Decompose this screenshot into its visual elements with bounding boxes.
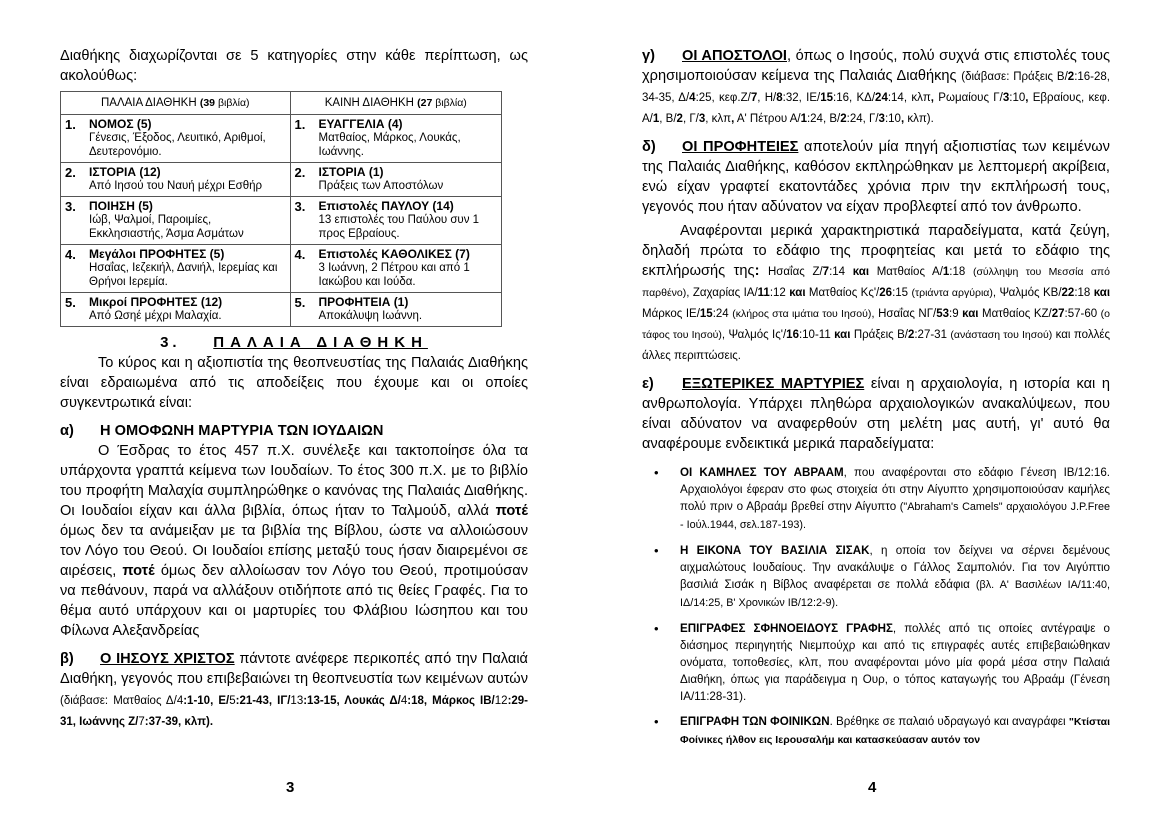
ref-part: :10	[884, 113, 901, 125]
section-e-letter: ε)	[642, 376, 654, 392]
section-d-title: ΟΙ ΠΡΟΦΗΤΕΙΕΣ	[682, 139, 799, 155]
nt-category-books: 13 επιστολές του Παύλου συν 1 προς Εβραίους.	[318, 214, 480, 240]
ot-cell-content	[65, 295, 286, 323]
ref-part: 1	[942, 266, 950, 278]
nt-category-title: Επιστολές ΠΑΥΛΟΥ (14)	[318, 199, 454, 213]
refs-intro: (διάβασε: Ματθαίος Δ/	[60, 695, 177, 707]
section-e-title: ΕΞΩΤΕΡΙΚΕΣ ΜΑΡΤΥΡΙΕΣ	[682, 376, 865, 392]
ot-category-title: ΝΟΜΟΣ (5)	[89, 117, 152, 131]
nt-cell	[290, 197, 502, 245]
ot-category-title: ΠΟΙΗΣΗ (5)	[89, 199, 153, 213]
ref-part: (διάβασε: Πράξεις Β/	[961, 71, 1068, 83]
ref-part: , Ησαΐας ΝΓ/	[871, 308, 937, 320]
examples-colon: :	[754, 263, 760, 279]
ref-part: 24	[875, 92, 888, 104]
emphasis-pote-2: ποτέ	[122, 563, 155, 579]
bullet-icon: •	[654, 465, 659, 480]
ref-part: ,	[1025, 92, 1029, 104]
section-b-title: Ο ΙΗΣΟΥΣ ΧΡΙΣΤΟΣ	[100, 651, 235, 667]
ot-cell	[61, 293, 291, 327]
nt-cell	[290, 245, 502, 293]
ref-part: 12	[494, 695, 508, 707]
evidence-note: ("Abraham's Camels" αρχαιολόγου J.P.Free - Ιούλ.1944, σελ.187-193).	[680, 501, 1110, 531]
ref-part: :10-11	[798, 329, 835, 341]
ref-part: , Ψαλμός Ις'/	[721, 329, 787, 341]
ref-part: ,	[930, 92, 934, 104]
ref-part: και	[962, 308, 979, 320]
ot-cell	[61, 197, 291, 245]
evidence-text: . Βρέθηκε σε παλαιό υδραγωγό και αναγράφει	[829, 715, 1069, 728]
ref-part: Εβραίους, κεφ. Α/	[642, 92, 1111, 125]
ref-part: Πράξεις Β/	[850, 329, 908, 341]
ref-part: :21-43, ΙΓ/	[235, 695, 291, 707]
ref-part: Ματθαίος Α/	[869, 266, 943, 278]
ref-part: 15	[699, 308, 713, 320]
evidence-list	[642, 464, 1110, 749]
ref-part: 15	[820, 92, 833, 104]
ref-part: , κλπ	[705, 113, 732, 125]
ref-part: 2	[676, 113, 683, 125]
table-row	[61, 197, 502, 245]
ref-part: (κλήρος στα ιμάτια του Ιησού)	[732, 308, 872, 320]
ot-header	[61, 92, 291, 115]
ref-part: Ησαΐας Ζ/	[767, 266, 823, 278]
nt-cell-content	[295, 117, 498, 159]
table-row	[61, 163, 502, 197]
ref-part: Ματθαίος Κς'/	[805, 287, 880, 299]
nt-category-books: Πράξεις των Αποστόλων	[318, 180, 444, 192]
ref-part: :10	[1009, 92, 1026, 104]
ref-part: :32, ΙΕ/	[782, 92, 821, 104]
ref-part: :27-31	[914, 329, 951, 341]
ref-part: 3	[878, 113, 885, 125]
ref-part: και	[789, 287, 806, 299]
nt-category	[319, 165, 444, 193]
emphasis-pote-1: ποτέ	[495, 503, 528, 519]
page-number-right: 4	[868, 779, 877, 796]
ref-part: :13-15, Λουκάς Δ/	[303, 695, 401, 707]
ref-part: :18, Μάρκος ΙΒ/	[407, 695, 495, 707]
ot-category	[89, 165, 262, 193]
ot-category-books: Ιώβ, Ψαλμοί, Παροιμίες, Εκκλησιαστής, Άσμα Ασμάτων	[89, 214, 244, 240]
section-d-body: αποτελούν μία πηγή αξιοπιστίας των κειμένων της Παλαιάς Διαθήκης, καθόσον εκπληρώθηκαν με λεπτομερή ακρίβεια, ενώ είχαν γραφτεί εκατοντάδες χρόνια πριν την εκπλήρωσή τους, γεγονός που ήταν αδύνατον να είχαν προβλεφτεί από τον άνθρωπο.	[642, 139, 1110, 215]
table-row	[61, 245, 502, 293]
canon-table	[60, 91, 502, 327]
ref-part: 7	[750, 92, 758, 104]
ref-part: 1	[652, 113, 660, 125]
evidence-title: ΕΠΙΓΡΑΦΕΣ ΣΦΗΝΟΕΙΔΟΥΣ ΓΡΑΦΗΣ	[680, 622, 893, 635]
ref-part: 11	[757, 287, 770, 299]
ref-part: :25, κεφ.Ζ/	[695, 92, 751, 104]
ref-part: 1	[800, 113, 807, 125]
ref-part: :18	[1074, 287, 1094, 299]
section-c-body: , όπως ο Ιησούς, πολύ συχνά στις επιστολές τους χρησιμοποιούσαν κείμενα της Παλαιάς Διαθήκης	[642, 48, 1110, 84]
ot-category-title: Μικροί ΠΡΟΦΗΤΕΣ (12)	[89, 295, 223, 309]
intro-paragraph: Διαθήκης διαχωρίζονται σε 5 κατηγορίες στην κάθε περίπτωση, ως ακολούθως:	[60, 48, 528, 84]
nt-cell	[290, 293, 502, 327]
nt-category-title: ΕΥΑΓΓΕΛΙΑ (4)	[318, 117, 403, 131]
ot-category-title: Μεγάλοι ΠΡΟΦΗΤΕΣ (5)	[89, 247, 225, 261]
nt-category-number: 3.	[294, 199, 306, 214]
evidence-item	[642, 542, 1110, 612]
evidence-title: ΕΠΙΓΡΑΦΗ ΤΩΝ ΦΟΙΝΙΚΩΝ	[680, 715, 830, 728]
page-left	[60, 0, 528, 827]
ref-part: , Ψαλμός ΚΒ/	[992, 287, 1062, 299]
ref-part: 3	[1002, 92, 1010, 104]
section-e-text	[642, 374, 1110, 454]
ref-part: 53	[936, 308, 950, 320]
section-a-letter: α)	[60, 423, 74, 439]
ref-part: 7	[138, 716, 145, 728]
ref-part: Α' Πέτρου Α/	[734, 113, 801, 125]
ref-part: :24, Β/	[806, 113, 841, 125]
section-d-text	[642, 137, 1110, 217]
evidence-item	[642, 464, 1110, 534]
ot-category-title: ΙΣΤΟΡΙΑ (12)	[89, 165, 161, 179]
ref-part: 2	[840, 113, 847, 125]
nt-category-title: Επιστολές ΚΑΘΟΛΙΚΕΣ (7)	[318, 247, 470, 261]
section-a-text-1: Ο Έσδρας το έτος 457 π.Χ. συνέλεξε και τακτοποίησε όλα τα υπάρχοντα γραπτά κείμενα των Ιουδαίων. Το έτος 300 π.Χ. με το βιβλίο του προφήτη Μαλαχία συμπληρώθηκε ο κανόνας της Παλαιάς Διαθήκης. Οι Ιουδαίοι είχαν και άλλα βιβλία, όπως ήταν το Ταλμούδ, αλλά	[60, 443, 528, 519]
nt-category-books: Αποκάλυψη Ιωάννη.	[318, 310, 423, 322]
ref-part: :9	[949, 308, 963, 320]
ref-part: 4	[176, 695, 184, 707]
evidence-title: ΟΙ ΚΑΜΗΛΕΣ ΤΟΥ ΑΒΡΑΑΜ	[680, 466, 844, 479]
section-d-examples	[642, 221, 1110, 366]
ot-cell-content	[65, 199, 286, 241]
section-3-title	[60, 334, 528, 351]
table-row	[61, 115, 502, 163]
section-3-number: 3.	[160, 334, 181, 351]
ref-part: :14	[829, 266, 853, 278]
ref-part: κλπ).	[904, 113, 934, 125]
ot-category	[89, 199, 286, 241]
ref-part: :57-60	[1064, 308, 1101, 320]
section-c-text	[642, 46, 1110, 129]
ot-header-label: ΠΑΛΑΙΑ ΔΙΑΘΗΚΗ	[100, 97, 197, 109]
section-3-intro: Το κύρος και η αξιοπιστία της θεοπνευστίας της Παλαιάς Διαθήκης είναι εδραιωμένα από τις αποδείξεις που έχουμε και οι οποίες συγκεντρωτικά είναι:	[60, 355, 528, 411]
ref-part: :16, ΚΔ/	[833, 92, 876, 104]
ref-part: 5	[229, 695, 236, 707]
table-row	[61, 293, 502, 327]
ref-part: 7	[822, 266, 830, 278]
ref-part: , Η/	[757, 92, 777, 104]
ot-cell	[61, 115, 291, 163]
nt-count: (27 βιβλία)	[417, 97, 467, 109]
ref-part: 4	[400, 695, 408, 707]
nt-category-books: 3 Ιωάννη, 2 Πέτρου και από 1 Ιακώβου και Ιούδα.	[318, 262, 470, 288]
ot-category	[89, 295, 222, 323]
nt-cell-content	[295, 165, 498, 193]
ref-part: (σύλληψη του Μεσσία από παρθένο)	[642, 266, 1111, 299]
evidence-text: , η οποία τον δείχνει να σέρνει δεμένους αιχμαλώτους Ιουδαίους. Την ανακάλυψε ο Γάλλος Σαμπολιόν. Για τον Αιγύπτιο βασιλιά Σισάκ η Βίβλος αναφέρεται σε πολλά εδάφια	[680, 544, 1110, 591]
ot-category-number: 1.	[65, 117, 76, 132]
ot-cell-content	[65, 117, 286, 159]
examples-intro: Αναφέρονται μερικά χαρακτηριστικά παραδείγματα, κατά ζεύγη, δηλαδή πρώτα το εδάφιο της προφητείας και μετά το εδάφιο της εκπλήρωσής της	[642, 223, 1110, 279]
ref-part: 16	[786, 329, 799, 341]
ref-part: 13	[290, 695, 304, 707]
ot-cell	[61, 245, 291, 293]
ref-part: :18	[949, 266, 973, 278]
nt-category-title: ΙΣΤΟΡΙΑ (1)	[318, 165, 384, 179]
evidence-text: , που αναφέρονται στο εδάφιο Γένεση ΙΒ/12:16. Αρχαιολόγοι έφεραν στο φως στοιχεία ότι στην Αίγυπτο χρησιμοποιούσαν καμήλες πολύ πριν ο Αβραάμ βρεθεί στην Αίγυπτο	[680, 466, 1110, 513]
evidence-text: , πολλές από τις οποίες αντέγραψε ο διάσημος περιηγητής Νιεμπούχρ και από τις επιγραφές αυτές επιβεβαιώθηκαν ονόματα, τοποθεσίες, κλπ, που αναφέρονται μόνο μία φορά μέσα στην Παλαιά Διαθήκη, όπως για παράδειγμα η Ουρ, ο τόπος καταγωγής του Αβραάμ (Γένεση ΙΑ/11:28-31).	[680, 622, 1110, 703]
section-3-heading: ΠΑΛΑΙΑ ΔΙΑΘΗΚΗ	[213, 334, 428, 351]
ref-part: και	[1093, 287, 1111, 299]
ref-part: και πολλές άλλες περιπτώσεις.	[642, 329, 1110, 362]
evidence-item	[642, 713, 1110, 749]
ref-part: 3	[698, 113, 706, 125]
ref-part: , Ζαχαρίας ΙΑ/	[686, 287, 758, 299]
ref-part: Ματθαίος ΚΖ/	[978, 308, 1052, 320]
ot-category-books: Γένεσις, Έξοδος, Λευιτικό, Αριθμοί, Δευτερονόμιο.	[89, 132, 266, 158]
nt-category	[319, 117, 498, 159]
ref-part: 8	[776, 92, 783, 104]
evidence-note: "Κτίσται Φοίνικες ήλθον εις Ιερουσαλήμ και κατασκεύασαν αυτόν τον	[680, 716, 1110, 746]
ref-part: Μάρκος ΙΕ/	[642, 308, 700, 320]
ref-part: :12	[769, 287, 790, 299]
section-a-text-3: όμως δεν αλλοίωσαν τον Λόγο του Θεού, προτιμούσαν να πεθάνουν, παρά να αλλάξουν οτιδήποτε από τις θείες Γραφές. Για το θέμα αυτό υπάρχουν και οι μαρτυρίες του Φλάβιου Ιώσηπου και του Φίλωνα Αλεξανδρείας	[60, 563, 528, 639]
bullet-icon: •	[654, 714, 659, 729]
ot-cell-content	[65, 165, 286, 193]
section-e-body: είναι η αρχαιολογία, η ιστορία και η ανθρωπολογία. Υπάρχει πληθώρα αρχαιολογικών ανακαλύψεων, που είναι αδύνατον να αναφερθούν στη μελέτη μας αυτή, γι' αυτό θα αναφέρουμε ενδεικτικά μερικά παραδείγματα:	[642, 376, 1110, 452]
table-header-row	[61, 92, 502, 115]
nt-category-books: Ματθαίος, Μάρκος, Λουκάς, Ιωάννης.	[318, 132, 461, 158]
evidence-item	[642, 620, 1110, 705]
ref-part: :1-10, Ε/	[183, 695, 230, 707]
ref-part: (ο τάφος του Ιησού)	[642, 308, 1110, 341]
ot-cell-content	[65, 247, 286, 289]
section-a-title: Η ΟΜΟΦΩΝΗ ΜΑΡΤΥΡΙΑ ΤΩΝ ΙΟΥΔΑΙΩΝ	[100, 423, 384, 439]
nt-category	[319, 199, 498, 241]
section-a-heading	[60, 421, 528, 441]
ref-part: 2	[1067, 71, 1075, 83]
nt-category-title: ΠΡΟΦΗΤΕΙΑ (1)	[318, 295, 409, 309]
nt-header	[290, 92, 502, 115]
ot-cell	[61, 163, 291, 197]
section-b-body: πάντοτε ανέφερε περικοπές από την Παλαιά Διαθήκη, γεγονός που επιβεβαιώνει τη θεοπνευστία των κειμένων αυτών	[60, 651, 528, 687]
bullet-icon: •	[654, 543, 659, 558]
section-a-text	[60, 441, 528, 641]
evidence-note: (βλ. Α' Βασιλέων ΙΑ/11:40, ΙΔ/14:25, Β' Χρονικών ΙΒ/12:2-9).	[680, 579, 1110, 609]
ref-part: 4	[689, 92, 696, 104]
ref-part: και	[834, 329, 851, 341]
nt-cell-content	[295, 247, 498, 289]
ref-part: :24	[712, 308, 733, 320]
ot-category	[89, 247, 286, 289]
ref-part: :37-39, κλπ).	[144, 716, 214, 728]
ref-part: (ανάσταση του Ιησού)	[950, 329, 1053, 341]
nt-category	[319, 295, 423, 323]
ot-category-number: 2.	[65, 165, 76, 180]
ot-category-number: 3.	[65, 199, 76, 214]
section-b-refs	[60, 695, 528, 728]
nt-category-number: 1.	[294, 117, 306, 132]
ref-part: :29-31, Ιωάννης Ζ/	[60, 695, 529, 728]
ref-part: , Β/	[659, 113, 677, 125]
bullet-icon: •	[654, 621, 659, 636]
ref-part: και	[852, 266, 870, 278]
ref-part: :16-28, 34-35, Δ/	[642, 71, 1110, 104]
ot-category-books: Από Ιησού του Ναυή μέχρι Εσθήρ	[89, 180, 263, 192]
nt-category	[319, 247, 498, 289]
nt-category-number: 4.	[294, 247, 306, 262]
examples-list	[642, 266, 1110, 362]
ref-part: 27	[1051, 308, 1065, 320]
ref-part: 2	[907, 329, 915, 341]
section-d-letter: δ)	[642, 139, 656, 155]
page-right	[642, 0, 1110, 827]
section-c-letter: γ)	[642, 48, 655, 64]
nt-header-label: ΚΑΙΝΗ ΔΙΑΘΗΚΗ	[324, 97, 414, 109]
ot-category-number: 5.	[65, 295, 76, 310]
section-b-text	[60, 649, 528, 732]
nt-cell	[290, 163, 502, 197]
section-a-text-2: όμως δεν τα ανάμειξαν με τα βιβλία της Βίβλου, ώστε να αλλοιώσουν τον Λόγο του Θεού. Οι Ιουδαίοι επίσης μεταξύ τους ήσαν διαιρεμένοι σε αιρέσεις,	[60, 523, 528, 579]
ot-category-books: Από Ωσηέ μέχρι Μαλαχία.	[89, 310, 222, 322]
ref-part: (τριάντα αργύρια)	[911, 287, 993, 299]
nt-category-number: 5.	[294, 295, 306, 310]
ref-part: 22	[1061, 287, 1075, 299]
section-b-letter: β)	[60, 651, 74, 667]
nt-cell-content	[295, 295, 498, 323]
ref-part: ,	[731, 113, 735, 125]
ot-category-books: Ησαΐας, Ιεζεκιήλ, Δανιήλ, Ιερεμίας και Θρήνοι Ιερεμία.	[89, 262, 278, 288]
ref-part: ,	[900, 113, 905, 125]
ref-part: :14, κλπ	[887, 92, 931, 104]
ot-category	[89, 117, 286, 159]
evidence-title: Η ΕΙΚΟΝΑ ΤΟΥ ΒΑΣΙΛΙΑ ΣΙΣΑΚ	[680, 544, 870, 557]
page-number-left: 3	[286, 779, 295, 796]
ref-part: :24, Γ/	[846, 113, 879, 125]
section-c-title: ΟΙ ΑΠΟΣΤΟΛΟΙ	[682, 48, 787, 64]
ref-part: :15	[892, 287, 912, 299]
nt-cell	[290, 115, 502, 163]
ref-part: Ρωμαίους Γ/	[933, 92, 1003, 104]
ot-count: (39 βιβλία)	[199, 97, 250, 109]
nt-category-number: 2.	[294, 165, 306, 180]
ref-part: 26	[879, 287, 893, 299]
nt-cell-content	[295, 199, 498, 241]
ref-part: , Γ/	[682, 113, 699, 125]
ot-category-number: 4.	[65, 247, 76, 262]
